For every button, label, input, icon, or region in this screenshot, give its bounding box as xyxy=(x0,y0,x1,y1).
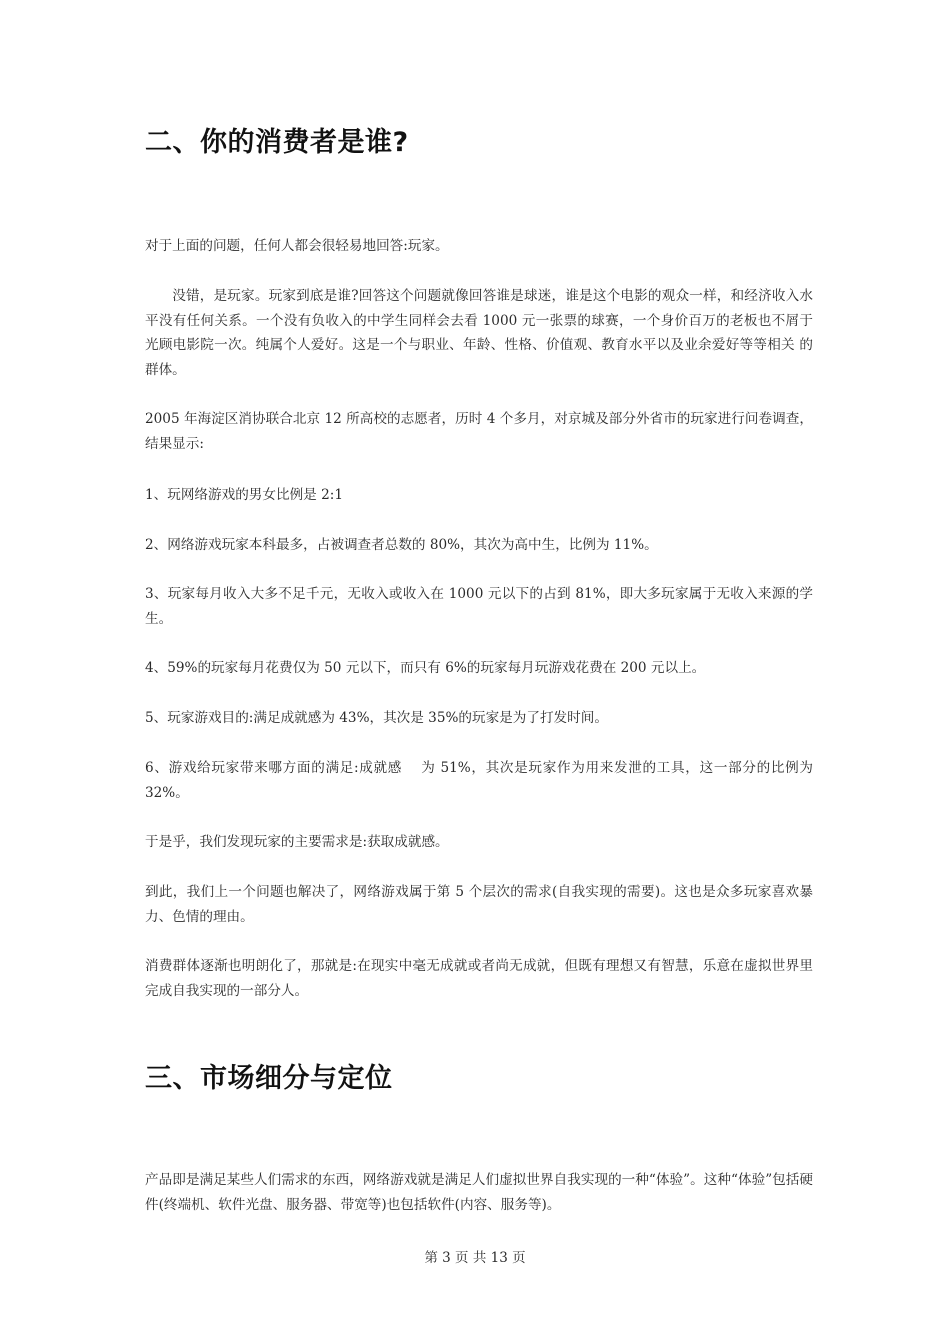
list-item-spending: 4、59%的玩家每月花费仅为 50 元以下，而只有 6%的玩家每月玩游戏花费在 200 元以上。 xyxy=(145,660,706,676)
page-number-footer: 第 3 页 共 13 页 xyxy=(424,1250,526,1266)
section-heading-consumers: 二、你的消费者是谁? xyxy=(145,127,409,158)
paragraph-intro: 对于上面的问题，任何人都会很轻易地回答:玩家。 xyxy=(145,238,449,254)
paragraph-product: 产品即是满足某些人们需求的东西，网络游戏就是满足人们虚拟世界自我实现的一种“体验”。这种“体验”包括硬件(终端机、软件光盘、服务器、带宽等)也包括软件(内容、服务等)。 xyxy=(145,1172,813,1213)
paragraph-consumer-group: 消费群体逐渐也明朗化了，那就是:在现实中毫无成就或者尚无成就，但既有理想又有智慧，乐意在虚拟世界里完成自我实现的一部分人。 xyxy=(145,958,813,999)
section-heading-market: 三、市场细分与定位 xyxy=(145,1063,393,1094)
list-item-income: 3、玩家每月收入大多不足千元，无收入或收入在 1000 元以下的占到 81%，即大多玩家属于无收入来源的学生。 xyxy=(145,586,813,627)
list-item-gender-ratio: 1、玩网络游戏的男女比例是 2:1 xyxy=(145,487,343,503)
list-item-purpose: 5、玩家游戏目的:满足成就感为 43%，其次是 35%的玩家是为了打发时间。 xyxy=(145,710,608,726)
paragraph-players: 没错，是玩家。玩家到底是谁?回答这个问题就像回答谁是球迷，谁是这个电影的观众一样，和经济收入水平没有任何关系。一个没有负收入的中学生同样会去看 1000 元一张票的球赛，一个身价百万的老板也不屑于光顾电影院一次。纯属个人爱好。这是一个与职业、年龄、性格、价值观、教育水平以及业余爱好等等相关 的群体。 xyxy=(145,288,813,378)
paragraph-need-level: 到此，我们上一个问题也解决了，网络游戏属于第 5 个层次的需求(自我实现的需要)。这也是众多玩家喜欢暴力、色情的理由。 xyxy=(145,884,813,925)
paragraph-main-need: 于是乎，我们发现玩家的主要需求是:获取成就感。 xyxy=(145,834,449,850)
list-item-satisfaction: 6、游戏给玩家带来哪方面的满足:成就感 为 51%，其次是玩家作为用来发泄的工具，这一部分的比例为 32%。 xyxy=(145,760,813,801)
paragraph-survey: 2005 年海淀区消协联合北京 12 所高校的志愿者，历时 4 个多月，对京城及部分外省市的玩家进行问卷调查，结果显示: xyxy=(145,411,813,452)
list-item-education: 2、网络游戏玩家本科最多，占被调查者总数的 80%，其次为高中生，比例为 11%。 xyxy=(145,537,658,553)
